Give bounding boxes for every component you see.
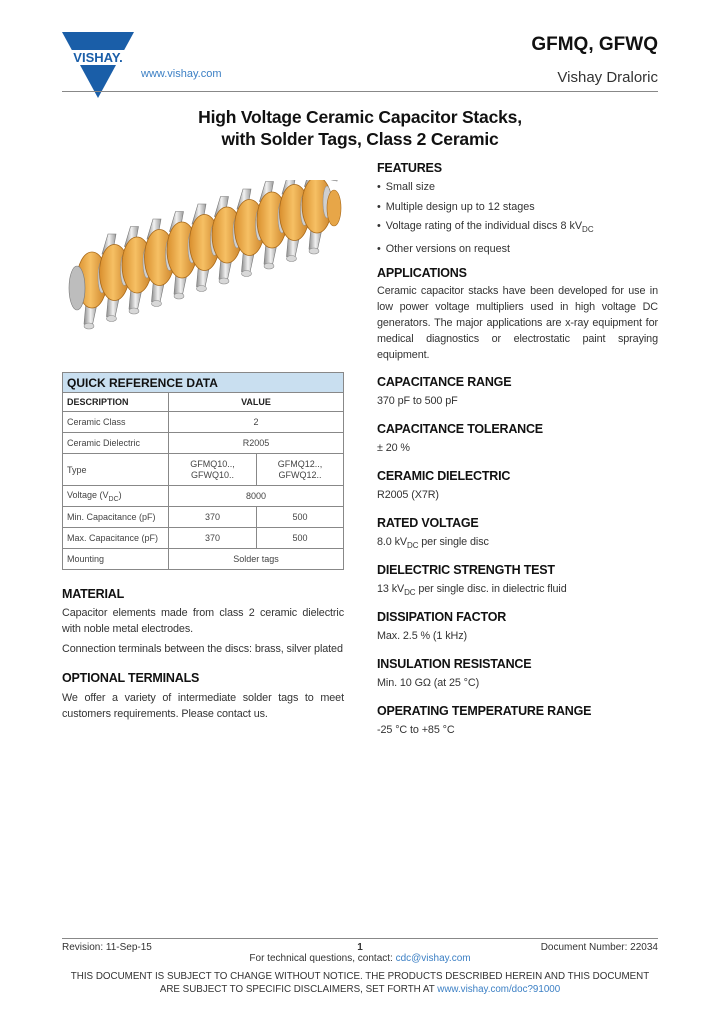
feature-voltage-sub: DC (582, 225, 594, 235)
solder-tag-icon (327, 180, 341, 181)
technical-questions-text: For technical questions, contact: (249, 953, 396, 964)
disclaimer-line-2 (0, 983, 720, 996)
material-line-1: Capacitor elements made from class 2 ceramic dielectric (62, 607, 344, 619)
optional-terminals-text (62, 690, 344, 722)
dissipation-factor-heading: DISSIPATION FACTOR (377, 610, 507, 624)
dielectric-strength-value (377, 581, 567, 601)
row-value: 2 (169, 412, 344, 433)
table-row (63, 412, 344, 433)
row-value: 500 (257, 528, 344, 549)
insulation-resistance-value: Min. 10 GΩ (at 25 °C) (377, 677, 480, 689)
rated-voltage-sub: DC (407, 541, 419, 551)
title-line-2: with Solder Tags, Class 2 Ceramic (221, 129, 499, 149)
row-value: 500 (257, 507, 344, 528)
row-label: Min. Capacitance (pF) (63, 507, 169, 528)
table-row (63, 549, 344, 570)
rated-voltage-num: 8.0 kV (377, 536, 408, 548)
rated-voltage-suffix: per single disc (418, 536, 489, 548)
strength-num: 13 kV (377, 583, 405, 595)
strength-suffix: per single disc. in dielectric fluid (415, 583, 567, 595)
table-title: QUICK REFERENCE DATA (63, 373, 344, 393)
optional-line-2: customers requirements. Please contact us. (62, 708, 268, 720)
disclaimer-link[interactable]: www.vishay.com/doc?91000 (437, 984, 561, 995)
ceramic-dielectric-heading: CERAMIC DIELECTRIC (377, 469, 511, 483)
list-item: • Multiple design up to 12 stages (377, 198, 594, 218)
capacitance-tolerance-value: ± 20 % (377, 442, 410, 454)
solder-tag-hole-icon (264, 263, 274, 269)
document-title (62, 106, 658, 150)
row-label: Ceramic Class (63, 412, 169, 433)
table-row (63, 433, 344, 454)
type-value-b (257, 454, 344, 486)
row-value: Solder tags (169, 549, 344, 570)
type-a-line1: GFMQ10.., (190, 458, 235, 469)
strength-sub: DC (404, 588, 416, 598)
end-disc-icon (327, 190, 341, 226)
ceramic-dielectric-value: R2005 (X7R) (377, 489, 439, 501)
row-label (63, 486, 169, 507)
document-number: Document Number: 22034 (540, 942, 658, 953)
material-line-2: with noble metal electrodes. (62, 623, 194, 635)
applications-line-3: generators. The major applications are x-ray equipment for (377, 317, 658, 329)
capacitance-range-heading: CAPACITANCE RANGE (377, 375, 512, 389)
applications-line-5: equipment. (377, 349, 430, 361)
row-label: Mounting (63, 549, 169, 570)
applications-line-2: low power voltage multipliers used in high voltage DC (377, 301, 658, 313)
solder-tag-hole-icon (287, 256, 297, 262)
material-text (62, 605, 344, 637)
solder-tag-hole-icon (197, 286, 207, 292)
list-item: • Other versions on request (377, 240, 594, 260)
features-list (377, 178, 594, 259)
list-item (377, 217, 594, 240)
solder-tag-hole-icon (309, 248, 319, 254)
list-item: • Small size (377, 178, 594, 198)
solder-tag-hole-icon (152, 301, 162, 307)
material-terminals-text: Connection terminals between the discs: brass, silver plated (62, 643, 343, 655)
table-row (63, 528, 344, 549)
solder-tag-hole-icon (129, 308, 139, 314)
capacitance-range-value: 370 pF to 500 pF (377, 395, 458, 407)
disclaimer (0, 970, 720, 996)
row-label: Ceramic Dielectric (63, 433, 169, 454)
manufacturer-name: Vishay Draloric (557, 69, 658, 86)
applications-line-4: medical diagnostics or electrostatic paint spraying (377, 333, 658, 345)
applications-line-1: Ceramic capacitor stacks have been developed for use in (377, 285, 658, 297)
optional-line-1: We offer a variety of intermediate solder tags to meet (62, 692, 344, 704)
dissipation-factor-value: Max. 2.5 % (1 kHz) (377, 630, 467, 642)
solder-tag-hole-icon (219, 278, 229, 284)
solder-tag-hole-icon (174, 293, 184, 299)
table-row (63, 454, 344, 486)
row-value: 8000 (169, 486, 344, 507)
type-value-a (169, 454, 257, 486)
page-number: 1 (357, 942, 363, 953)
capacitance-tolerance-heading: CAPACITANCE TOLERANCE (377, 422, 543, 436)
revision-date: Revision: 11-Sep-15 (62, 942, 152, 953)
type-b-line1: GFMQ12.., (277, 458, 323, 469)
website-link[interactable]: www.vishay.com (141, 68, 222, 80)
col-value: VALUE (169, 393, 344, 412)
dielectric-strength-heading: DIELECTRIC STRENGTH TEST (377, 563, 555, 577)
row-label: Type (63, 454, 169, 486)
operating-temperature-heading: OPERATING TEMPERATURE RANGE (377, 704, 592, 718)
footer-divider (62, 938, 658, 939)
rated-voltage-value (377, 534, 489, 554)
voltage-sub: DC (108, 495, 119, 503)
row-value: R2005 (169, 433, 344, 454)
feature-voltage-text: Voltage rating of the individual discs 8 kV (385, 220, 583, 232)
title-line-1: High Voltage Ceramic Capacitor Stacks, (198, 107, 522, 127)
quick-reference-table (62, 372, 344, 570)
row-value: 370 (169, 528, 257, 549)
applications-text (377, 283, 658, 363)
features-heading: FEATURES (377, 161, 442, 175)
row-value: 370 (169, 507, 257, 528)
type-a-line2: GFWQ10.. (190, 469, 234, 480)
disclaimer-line-1: THIS DOCUMENT IS SUBJECT TO CHANGE WITHOUT NOTICE. THE PRODUCTS DESCRIBED HEREIN AND THIS DOCUMENT (70, 971, 650, 982)
material-heading: MATERIAL (62, 587, 125, 601)
solder-tag-hole-icon (84, 323, 94, 329)
col-description: DESCRIPTION (63, 393, 169, 412)
vishay-logo (62, 32, 134, 98)
part-numbers: GFMQ, GFWQ (531, 34, 658, 55)
voltage-label: Voltage (V (67, 489, 109, 500)
solder-tag-hole-icon (107, 316, 117, 322)
capacitor-stack-photo (62, 180, 352, 350)
rated-voltage-heading: RATED VOLTAGE (377, 516, 479, 530)
table-row (63, 507, 344, 528)
table-header-row (63, 373, 344, 393)
applications-heading: APPLICATIONS (377, 266, 467, 280)
voltage-close: ) (118, 489, 122, 500)
table-column-headers (63, 393, 344, 412)
optional-terminals-heading: OPTIONAL TERMINALS (62, 671, 200, 685)
operating-temperature-value: -25 °C to +85 °C (377, 724, 455, 736)
table-row (63, 486, 344, 507)
end-terminal-icon (69, 266, 85, 310)
row-label: Max. Capacitance (pF) (63, 528, 169, 549)
contact-email-link[interactable]: cdc@vishay.com (395, 953, 471, 964)
header-divider (62, 91, 658, 92)
disclaimer-text: ARE SUBJECT TO SPECIFIC DISCLAIMERS, SET FORTH AT (159, 984, 438, 995)
insulation-resistance-heading: INSULATION RESISTANCE (377, 657, 532, 671)
type-b-line2: GFWQ12.. (278, 469, 322, 480)
logo-text: VISHAY. (73, 50, 123, 65)
solder-tag-hole-icon (242, 271, 252, 277)
